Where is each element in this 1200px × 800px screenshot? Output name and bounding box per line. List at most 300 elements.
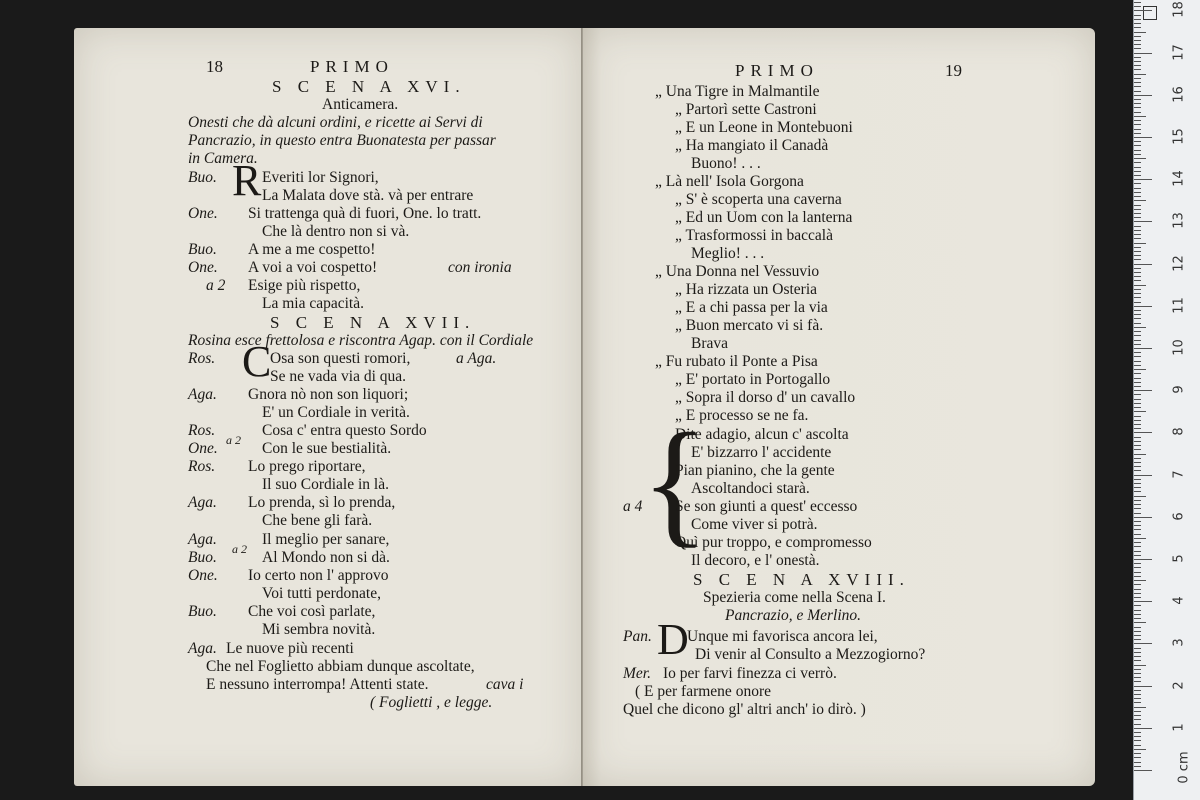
verse-line: „ Una Donna nel Vessuvio <box>655 263 820 280</box>
ruler-tick <box>1134 753 1141 754</box>
ruler-tick <box>1134 589 1141 590</box>
verse-line: Con le sue bestialità. <box>262 440 392 457</box>
speaker: Buo. <box>188 169 217 186</box>
ruler-tick <box>1134 470 1141 471</box>
ensemble-marker: a 2 <box>206 277 226 294</box>
ensemble-marker: a 2 <box>232 542 247 556</box>
ruler-tick <box>1134 251 1141 252</box>
verse-line: Se ne vada via di qua. <box>270 368 407 385</box>
speaker: Mer. <box>623 665 651 682</box>
ruler-tick <box>1134 525 1141 526</box>
verse-line: Osa son questi romori, <box>270 350 411 367</box>
ruler-tick <box>1134 669 1141 670</box>
ruler-tick <box>1134 78 1141 79</box>
ruler-tick <box>1134 280 1141 281</box>
ruler-tick <box>1134 656 1141 657</box>
verse-line: „ E' portato in Portogallo <box>675 371 831 388</box>
page-number: 19 <box>945 61 962 80</box>
ruler-tick <box>1134 318 1141 319</box>
ruler-tick <box>1134 302 1141 303</box>
ruler-tick <box>1134 462 1141 463</box>
ruler-tick <box>1134 82 1141 83</box>
ruler-number: 6 <box>1171 512 1187 521</box>
ruler-tick <box>1134 610 1141 611</box>
ruler-tick <box>1134 124 1141 125</box>
ruler-tick <box>1134 483 1141 484</box>
ruler-tick <box>1134 65 1141 66</box>
ruler-tick <box>1134 593 1141 594</box>
ruler-tick <box>1134 331 1141 332</box>
stage-direction: con ironia <box>448 259 512 276</box>
ruler-tick <box>1134 745 1141 746</box>
right-page <box>583 28 1095 786</box>
ruler-tick <box>1134 272 1141 273</box>
ruler-tick <box>1134 702 1141 703</box>
verse-line: Quì pur troppo, e compromesso <box>675 534 872 551</box>
scene-heading: S C E N A XVII. <box>270 313 476 332</box>
ruler-tick <box>1134 356 1141 357</box>
ruler-tick <box>1134 534 1141 535</box>
ruler-tick <box>1134 382 1141 383</box>
ruler-tick <box>1134 715 1141 716</box>
ruler-tick <box>1134 217 1141 218</box>
ruler-number: 12 <box>1171 254 1187 272</box>
verse-line: E' un Cordiale in verità. <box>262 404 410 421</box>
ruler-tick <box>1134 99 1141 100</box>
ruler-tick <box>1134 458 1141 459</box>
ruler-number: 2 <box>1171 680 1187 690</box>
ruler-tick <box>1134 732 1141 733</box>
ruler-tick <box>1134 639 1141 640</box>
ruler-tick <box>1134 736 1141 737</box>
ruler-tick <box>1134 234 1141 235</box>
ruler-tick <box>1134 445 1141 446</box>
verse-line: Di venir al Consulto a Mezzogiorno? <box>695 646 926 663</box>
ruler-tick <box>1134 407 1141 408</box>
ruler-tick <box>1134 175 1141 176</box>
verse-line: Si trattenga quà di fuori, One. lo tratt. <box>248 205 482 222</box>
verse-line: „ Partorì sette Castroni <box>675 101 817 118</box>
verse-line: „ S' è scoperta una caverna <box>675 191 842 208</box>
ruler-number: 4 <box>1171 596 1187 605</box>
ruler-tick <box>1134 344 1141 345</box>
drop-cap: R <box>232 156 262 205</box>
ruler-tick <box>1134 728 1152 729</box>
verse-line: Gnora nò non son liquori; <box>248 386 409 403</box>
ruler-tick <box>1134 361 1141 362</box>
verse-line: Il suo Cordiale in là. <box>262 476 389 493</box>
ruler-tick <box>1134 306 1152 307</box>
verse-line: „ E processo se ne fa. <box>675 407 809 424</box>
ruler-tick <box>1134 365 1141 366</box>
ruler-tick <box>1134 428 1141 429</box>
ruler-tick <box>1134 576 1141 577</box>
ensemble-marker: a 4 <box>623 498 643 515</box>
speaker: One. <box>188 259 218 276</box>
ruler-tick <box>1134 133 1141 134</box>
speaker: Ros. <box>188 458 216 475</box>
ruler-tick <box>1134 652 1141 653</box>
scene-heading: S C E N A XVI. <box>272 77 466 96</box>
ruler-tick <box>1134 466 1141 467</box>
ruler-tick <box>1134 690 1141 691</box>
ruler-number: 17 <box>1171 43 1187 61</box>
ruler-tick <box>1134 158 1146 159</box>
ruler-tick <box>1134 310 1141 311</box>
verse-line: „ E un Leone in Montebuoni <box>675 119 853 136</box>
speaker: One. <box>188 205 218 222</box>
ruler-tick <box>1134 23 1141 24</box>
stage-direction: Onesti che dà alcuni ordini, e ricette ai Servi di <box>188 114 483 131</box>
ruler-tick <box>1134 196 1141 197</box>
verse-line: Brava <box>691 335 729 352</box>
ruler-tick <box>1134 15 1141 16</box>
ruler-number: 14 <box>1171 170 1187 187</box>
ruler-tick <box>1134 95 1152 96</box>
ruler-number: 9 <box>1171 385 1187 394</box>
ruler-tick <box>1134 19 1141 20</box>
ruler-tick <box>1134 686 1152 687</box>
ruler-tick <box>1134 340 1141 341</box>
speaker: Aga. <box>188 494 217 511</box>
ruler-tick <box>1134 74 1146 75</box>
ruler-tick <box>1134 129 1141 130</box>
ruler-tick <box>1134 264 1152 265</box>
ruler-tick <box>1134 749 1146 750</box>
ruler-tick <box>1134 27 1141 28</box>
ruler-number: 10 <box>1171 339 1187 356</box>
ruler-tick <box>1134 285 1146 286</box>
ruler-tick <box>1134 183 1141 184</box>
ruler-tick <box>1134 390 1152 391</box>
ruler-tick <box>1134 740 1141 741</box>
verse-line: Pian pianino, che la gente <box>675 462 835 479</box>
ruler-tick <box>1134 112 1141 113</box>
ruler-number: 8 <box>1171 427 1187 437</box>
speaker: One. <box>188 440 218 457</box>
ruler-tick <box>1134 437 1141 438</box>
ruler-tick <box>1134 605 1141 606</box>
ruler-tick <box>1134 154 1141 155</box>
page-number: 18 <box>206 57 223 76</box>
ruler-tick <box>1134 69 1141 70</box>
running-head: PRIMO <box>735 61 819 80</box>
ruler-tick <box>1134 648 1141 649</box>
ruler-tick <box>1134 32 1146 33</box>
verse-line: „ E a chi passa per la via <box>675 299 828 316</box>
ruler-tick <box>1134 40 1141 41</box>
ruler-tick <box>1134 61 1141 62</box>
ruler-tick <box>1134 150 1141 151</box>
ruler-number: 13 <box>1171 212 1187 230</box>
setting: Anticamera. <box>322 96 399 113</box>
ruler-tick <box>1134 762 1141 763</box>
ruler-tick <box>1134 517 1152 518</box>
ruler-number: 1 <box>1171 723 1187 732</box>
ruler-tick <box>1134 145 1141 146</box>
ruler-tick <box>1134 289 1141 290</box>
ruler-tick <box>1134 504 1141 505</box>
ruler-unit-label: 0 cm <box>1176 751 1192 784</box>
ruler-tick <box>1134 352 1141 353</box>
ruler-tick <box>1134 268 1141 269</box>
verse-line: ( E per farmene onore <box>635 683 771 700</box>
speaker: Pan. <box>623 628 652 645</box>
ruler-tick <box>1134 563 1141 564</box>
ruler-tick <box>1134 529 1141 530</box>
ruler-tick <box>1134 424 1141 425</box>
ruler-tick <box>1134 513 1141 514</box>
verse-line: Che voi così parlate, <box>248 603 376 620</box>
ruler-tick <box>1134 631 1141 632</box>
ruler-tick <box>1134 314 1141 315</box>
verse-line: A voi a voi cospetto! <box>248 259 378 276</box>
speaker: Aga. <box>188 386 217 403</box>
ruler-tick <box>1134 348 1152 349</box>
ruler-tick <box>1134 614 1141 615</box>
ruler-tick <box>1134 243 1146 244</box>
verse-line: Al Mondo non si dà. <box>262 549 390 566</box>
ruler-tick <box>1134 491 1141 492</box>
drop-cap: C <box>242 337 272 386</box>
stage-direction: cava i <box>486 676 524 693</box>
verse-line: Che nel Foglietto abbiam dunque ascoltate, <box>206 658 475 675</box>
ruler-tick <box>1134 660 1141 661</box>
ruler-tick <box>1134 698 1141 699</box>
ruler-tick <box>1134 487 1141 488</box>
speaker: Buo. <box>188 549 217 566</box>
verse-line: Unque mi favorisca ancora lei, <box>687 628 878 645</box>
ruler-tick <box>1134 496 1146 497</box>
verse-line: Come viver si potrà. <box>691 516 818 533</box>
ruler-tick <box>1134 597 1141 598</box>
speaker: Buo. <box>188 241 217 258</box>
ruler-tick <box>1134 107 1141 108</box>
ruler-tick <box>1134 475 1152 476</box>
ruler-tick <box>1134 420 1141 421</box>
verse-line: Lo prenda, sì lo prenda, <box>248 494 396 511</box>
ruler-tick <box>1134 411 1146 412</box>
ruler-tick <box>1134 567 1141 568</box>
speaker: Aga. <box>188 640 217 657</box>
ruler-tick <box>1134 192 1141 193</box>
stage-direction: ( Foglietti , e legge. <box>370 694 493 711</box>
ruler-tick <box>1134 635 1141 636</box>
ruler-number: 3 <box>1171 638 1187 648</box>
ruler-tick <box>1134 259 1141 260</box>
ruler-tick <box>1134 230 1141 231</box>
ruler-tick <box>1134 226 1141 227</box>
ruler-number: 7 <box>1171 469 1187 479</box>
verse-line: Se son giunti a quest' eccesso <box>675 498 858 515</box>
ruler-tick <box>1134 500 1141 501</box>
ruler-tick <box>1134 221 1152 222</box>
ruler-tick <box>1134 601 1152 602</box>
ruler-tick <box>1134 6 1141 7</box>
ruler-tick <box>1134 162 1141 163</box>
verse-line: Quel che dicono gl' altri anch' io dirò. ) <box>623 701 866 718</box>
verse-line: „ Fu rubato il Ponte a Pisa <box>655 353 818 370</box>
ruler-tick <box>1134 770 1152 771</box>
verse-line: La mia capacità. <box>262 295 364 312</box>
verse-line: Dite adagio, alcun c' ascolta <box>675 426 849 443</box>
verse-line: „ Ed un Uom con la lanterna <box>675 209 853 226</box>
verse-line: Mi sembra novità. <box>262 621 376 638</box>
ensemble-marker: a 2 <box>226 433 241 447</box>
ruler-tick <box>1134 508 1141 509</box>
ruler-tick <box>1134 454 1146 455</box>
ruler-tick <box>1134 449 1141 450</box>
verse-line: Ascoltandoci starà. <box>691 480 810 497</box>
speaker: Buo. <box>188 603 217 620</box>
ruler-tick <box>1134 255 1141 256</box>
ruler-tick <box>1134 542 1141 543</box>
ruler-tick <box>1134 188 1141 189</box>
verse-line: „ Una Tigre in Malmantile <box>655 83 820 100</box>
ruler-tick <box>1134 44 1141 45</box>
verse-line: Io per farvi finezza ci verrò. <box>663 665 837 682</box>
speaker: Ros. <box>188 350 216 367</box>
ruler-tick <box>1134 555 1141 556</box>
ruler-tick <box>1134 141 1141 142</box>
ruler-tick <box>1134 766 1141 767</box>
ruler-tick <box>1134 403 1141 404</box>
ruler-tick <box>1134 757 1141 758</box>
ruler-tick <box>1134 665 1146 666</box>
ruler-tick <box>1134 559 1152 560</box>
ruler-tick <box>1134 416 1141 417</box>
verse-line: Il decoro, e l' onestà. <box>691 552 820 569</box>
ruler-tick <box>1134 200 1146 201</box>
brace: { <box>641 405 709 560</box>
verse-line: Voi tutti perdonate, <box>262 585 381 602</box>
speaker: Ros. <box>188 422 216 439</box>
ruler-tick <box>1134 432 1152 433</box>
ruler-tick <box>1134 91 1141 92</box>
ruler-tick <box>1134 673 1141 674</box>
ruler-tick <box>1134 120 1141 121</box>
ruler-tick <box>1134 103 1141 104</box>
ruler-tick <box>1134 394 1141 395</box>
ruler-tick <box>1134 378 1141 379</box>
ruler-tick <box>1134 724 1141 725</box>
ruler-tick <box>1134 538 1146 539</box>
verse-line: „ Sopra il dorso d' un cavallo <box>675 389 856 406</box>
ruler-tick <box>1134 293 1141 294</box>
ruler-tick <box>1134 323 1141 324</box>
verse-line: „ Ha rizzata un Osteria <box>675 281 818 298</box>
ruler-tick <box>1134 167 1141 168</box>
ruler-tick <box>1134 276 1141 277</box>
ruler-tick <box>1134 86 1141 87</box>
verse-line: Che bene gli farà. <box>262 512 373 529</box>
ruler-tick <box>1134 238 1141 239</box>
stage-direction: Pancrazio, in questo entra Buonatesta per passar <box>188 132 496 149</box>
ruler-tick <box>1134 137 1152 138</box>
scene-heading: S C E N A XVIII. <box>693 570 910 589</box>
drop-cap: D <box>657 615 689 664</box>
ruler-tick <box>1134 572 1141 573</box>
verse-line: Meglio! . . . <box>691 245 765 262</box>
ruler-tick <box>1134 2 1141 3</box>
ruler-tick <box>1134 209 1141 210</box>
verse-line: Esige più rispetto, <box>248 277 361 294</box>
verse-line: Il meglio per sanare, <box>262 531 390 548</box>
ruler-tick <box>1134 247 1141 248</box>
setting: Spezieria come nella Scena I. <box>703 589 886 606</box>
verse-line: Everiti lor Signori, <box>262 169 379 186</box>
ruler-tick <box>1134 335 1141 336</box>
ruler-tick <box>1134 116 1146 117</box>
verse-line: „ Trasformossi in baccalà <box>675 227 833 244</box>
verse-line: Che là dentro non si và. <box>262 223 410 240</box>
ruler-tick <box>1134 584 1141 585</box>
ruler-tick <box>1134 399 1141 400</box>
verse-line: Buono! . . . <box>691 155 761 172</box>
verse-line: „ Là nell' Isola Gorgona <box>655 173 804 190</box>
measurement-ruler <box>1133 0 1200 800</box>
ruler-tick <box>1134 622 1146 623</box>
ruler-number: 18 <box>1171 1 1187 19</box>
stage-direction: Rosina esce frettolosa e riscontra Agap. con il Cordiale <box>188 332 534 349</box>
ruler-tick <box>1134 36 1141 37</box>
ruler-tick <box>1134 369 1146 370</box>
ruler-tick <box>1134 373 1141 374</box>
ruler-tick <box>1134 205 1141 206</box>
verse-line: Cosa c' entra questo Sordo <box>262 422 427 439</box>
ruler-tick <box>1134 546 1141 547</box>
ruler-tick <box>1134 213 1141 214</box>
verse-line: E nessuno interrompa! Attenti state. <box>206 676 429 693</box>
ruler-tick <box>1134 179 1152 180</box>
ruler-tick <box>1134 719 1141 720</box>
verse-line: A me a me cospetto! <box>248 241 376 258</box>
verse-line: „ Buon mercato vi si fà. <box>675 317 824 334</box>
ruler-number: 15 <box>1171 128 1187 145</box>
ruler-tick <box>1134 48 1141 49</box>
ruler-tick <box>1134 521 1141 522</box>
ruler-tick <box>1134 694 1141 695</box>
verse-line: Io certo non l' approvo <box>248 567 389 584</box>
ruler-tick <box>1134 386 1141 387</box>
ruler-tick <box>1134 707 1146 708</box>
ruler-logo-icon <box>1143 6 1157 20</box>
verse-line: La Malata dove stà. và per entrare <box>262 187 474 204</box>
ruler-tick <box>1134 57 1141 58</box>
ruler-tick <box>1134 327 1146 328</box>
ruler-tick <box>1134 551 1141 552</box>
ruler-tick <box>1134 643 1152 644</box>
ruler-number: 11 <box>1171 297 1187 314</box>
verse-line: „ Ha mangiato il Canadà <box>675 137 829 154</box>
speaker: Aga. <box>188 531 217 548</box>
verse-line: E' bizzarro l' accidente <box>691 444 832 461</box>
running-head: PRIMO <box>310 57 394 76</box>
verse-line: Lo prego riportare, <box>248 458 366 475</box>
ruler-number: 5 <box>1171 554 1187 563</box>
stage-direction: in Camera. <box>188 150 258 167</box>
ruler-tick <box>1134 711 1141 712</box>
ruler-tick <box>1134 479 1141 480</box>
left-page <box>74 28 582 786</box>
ruler-tick <box>1134 677 1141 678</box>
ruler-tick <box>1134 297 1141 298</box>
ruler-tick <box>1134 627 1141 628</box>
ruler-number: 16 <box>1171 86 1187 103</box>
ruler-tick <box>1134 441 1141 442</box>
ruler-tick <box>1134 618 1141 619</box>
ruler-tick <box>1134 171 1141 172</box>
